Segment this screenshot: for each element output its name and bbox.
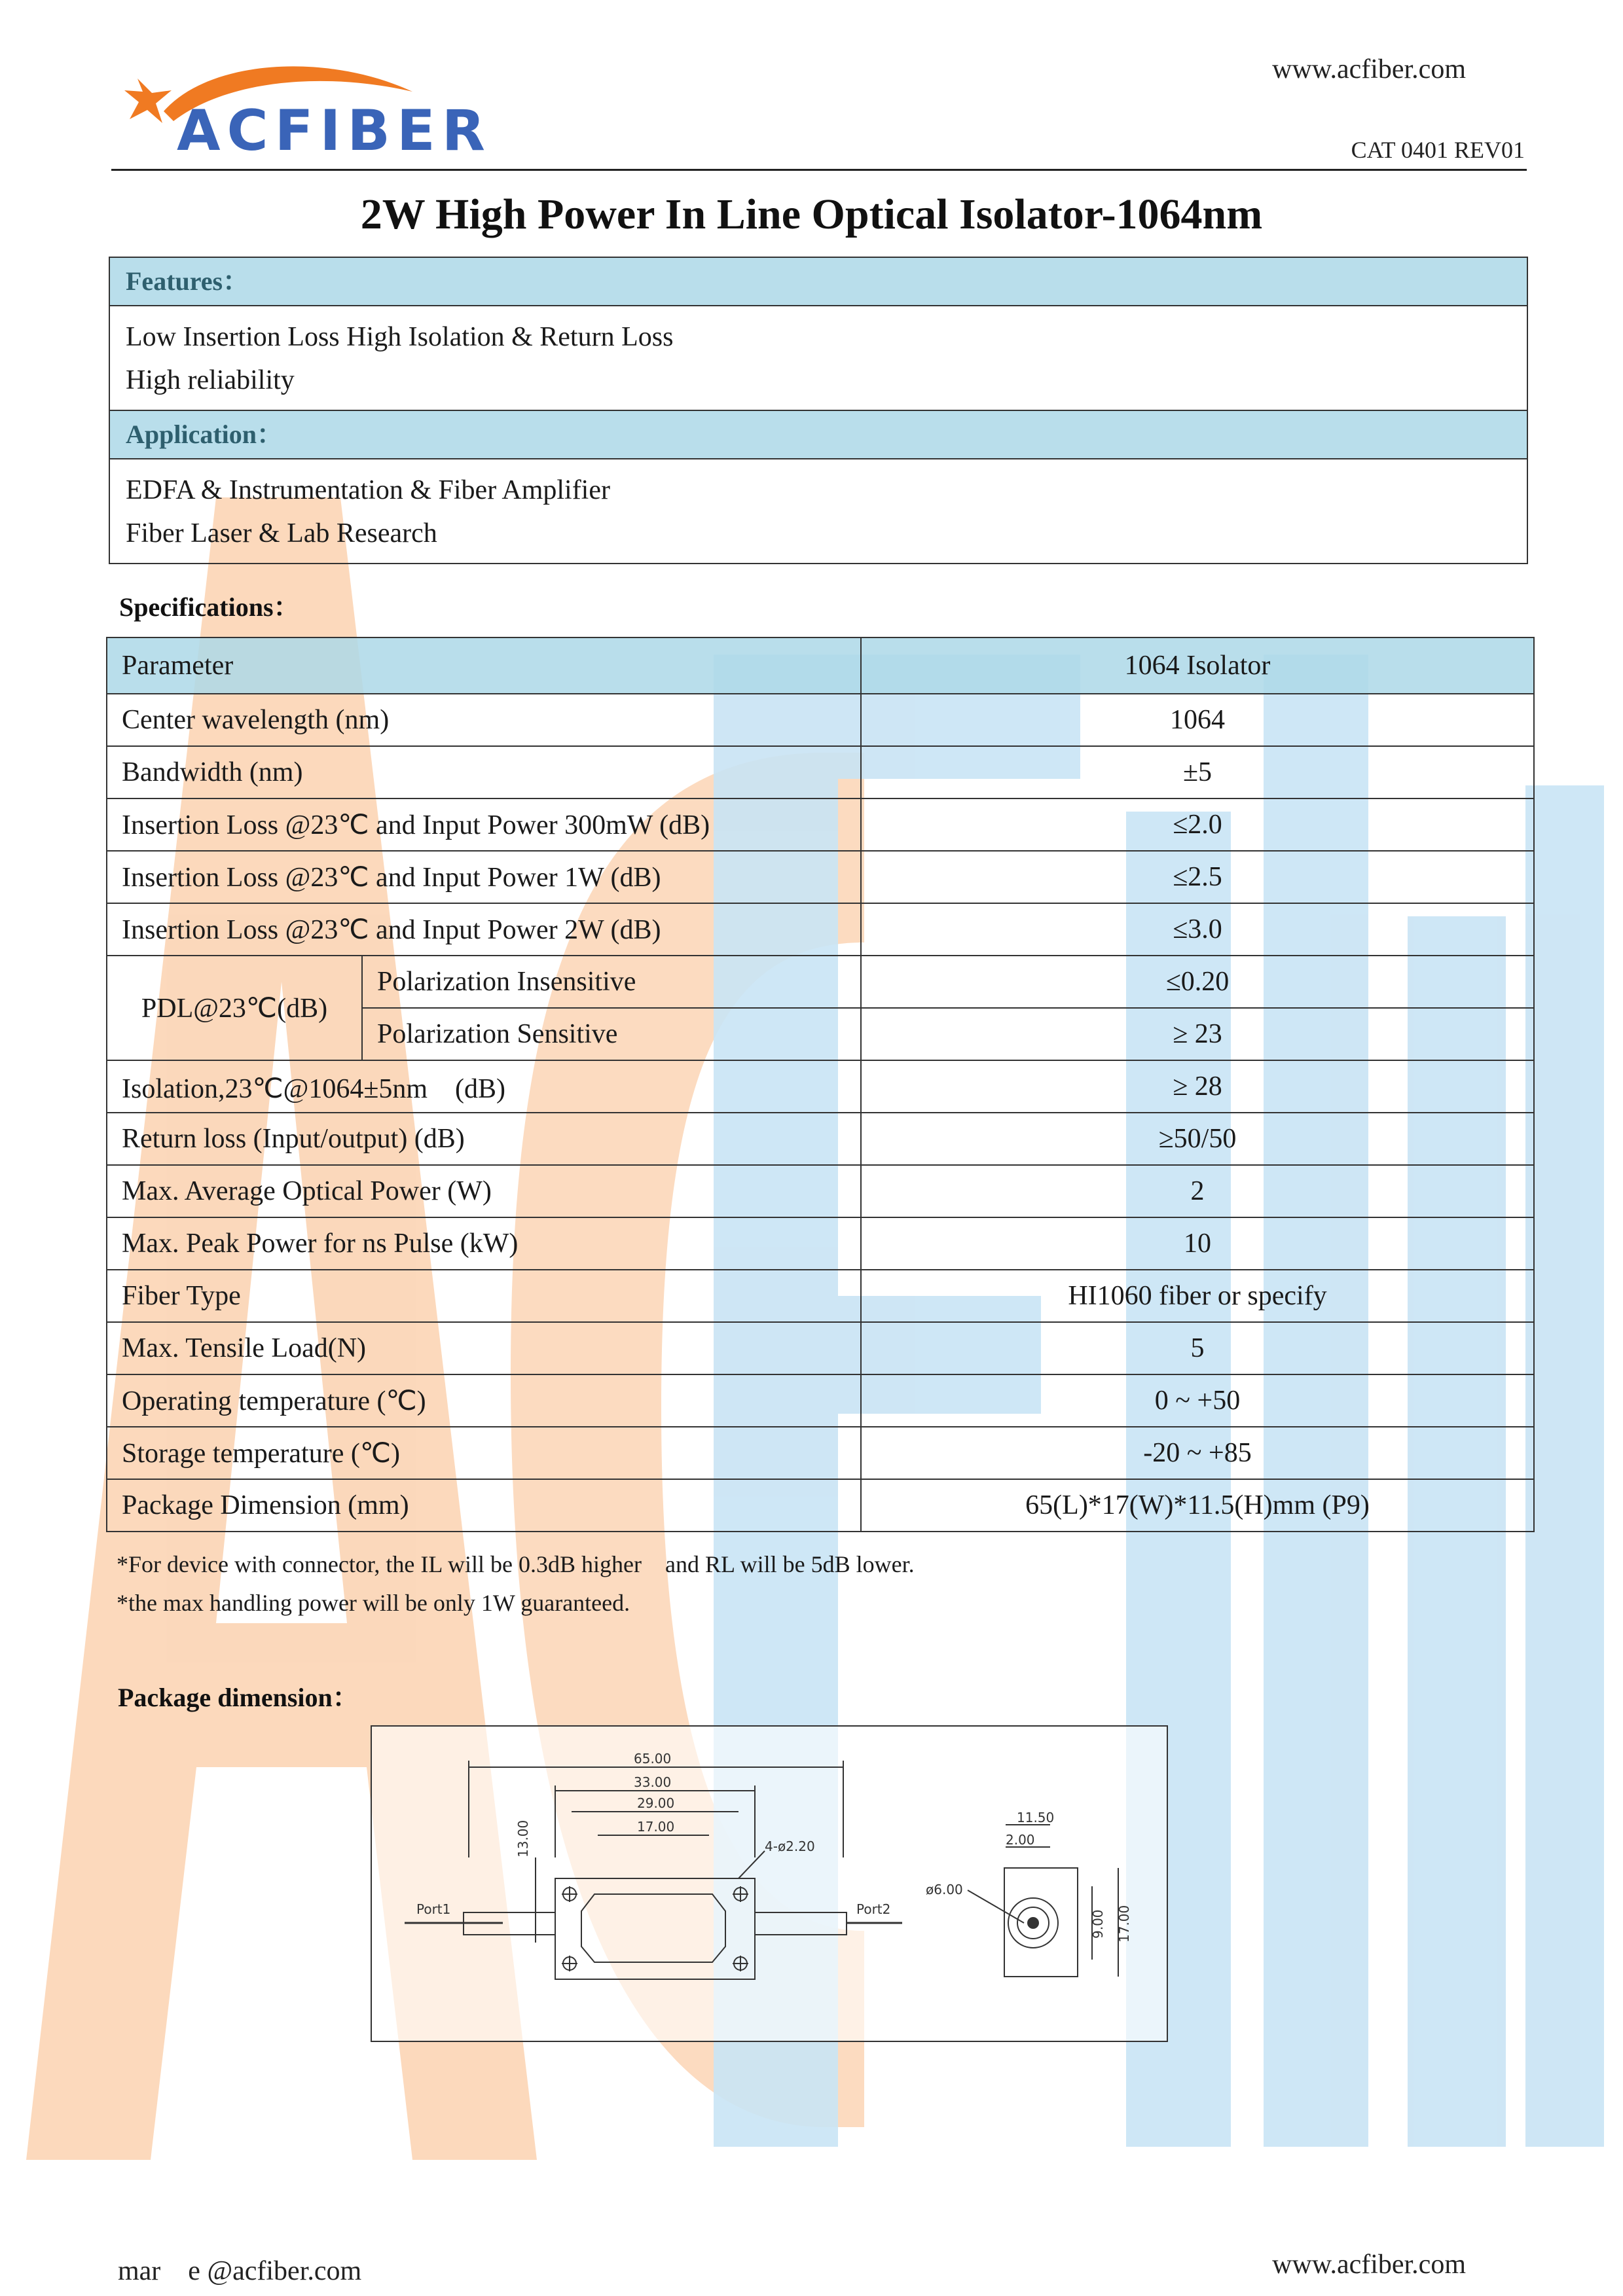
value-cell: 10 — [861, 1217, 1534, 1270]
value-cell: 2 — [861, 1165, 1534, 1217]
side-view-core — [1028, 1918, 1038, 1928]
dimension-drawing — [372, 1727, 1167, 2041]
param-cell: Polarization Sensitive — [362, 1008, 861, 1060]
note-power: *the max handling power will be only 1W guaranteed. — [117, 1590, 630, 1616]
pdl-label-cell: PDL@23℃(dB) — [107, 956, 362, 1060]
value-cell: HI1060 fiber or specify — [861, 1270, 1534, 1322]
header-divider — [111, 169, 1527, 171]
page-title: 2W High Power In Line Optical Isolator-1064nm — [360, 190, 1263, 238]
table-row — [107, 1165, 1534, 1217]
dim-height: 13.00 — [515, 1820, 531, 1857]
specifications-table — [106, 637, 1535, 1532]
param-cell: Max. Tensile Load(N) — [107, 1322, 861, 1374]
footer-website[interactable]: www.acfiber.com — [1272, 2250, 1466, 2280]
value-cell: ≤2.5 — [861, 851, 1534, 903]
features-application-box — [109, 257, 1528, 564]
dia-leader — [968, 1890, 1024, 1923]
param-cell: Max. Peak Power for ns Pulse (kW) — [107, 1217, 861, 1270]
port2-label: Port2 — [856, 1901, 891, 1917]
dim-side-200: 2.00 — [1006, 1832, 1035, 1848]
table-row — [107, 903, 1534, 956]
application-item: Fiber Laser & Lab Research — [126, 518, 437, 548]
param-cell: Insertion Loss @23℃ and Input Power 300mW (dB) — [107, 798, 861, 851]
dim-17: 17.00 — [637, 1819, 675, 1835]
param-cell: Insertion Loss @23℃ and Input Power 1W (dB) — [107, 851, 861, 903]
header-value: 1064 Isolator — [861, 637, 1534, 694]
table-row — [107, 694, 1534, 746]
param-cell: Polarization Insensitive — [362, 956, 861, 1008]
table-row — [107, 1270, 1534, 1322]
value-cell: ≤3.0 — [861, 903, 1534, 956]
logo-wordmark: ACFIBER — [177, 98, 492, 164]
param-cell: Center wavelength (nm) — [107, 694, 861, 746]
isolator-recess — [581, 1894, 725, 1962]
feature-item: High reliability — [126, 365, 295, 395]
specifications-heading: Specifications： — [119, 592, 300, 622]
table-row — [107, 1060, 1534, 1113]
param-cell: Package Dimension (mm) — [107, 1479, 861, 1532]
table-row — [107, 1113, 1534, 1165]
table-row — [107, 956, 1534, 1008]
param-cell: Max. Average Optical Power (W) — [107, 1165, 861, 1217]
port1-label: Port1 — [416, 1901, 451, 1917]
param-cell: Isolation,23℃@1064±5nm (dB) — [107, 1060, 861, 1113]
dim-29: 29.00 — [637, 1795, 675, 1811]
package-dimension-heading: Package dimension： — [118, 1683, 359, 1712]
table-header-row — [107, 637, 1534, 694]
fiber-boot-right — [755, 1912, 847, 1935]
value-cell: ≤2.0 — [861, 798, 1534, 851]
param-cell: Return loss (Input/output) (dB) — [107, 1113, 861, 1165]
application-heading: Application： — [110, 411, 1527, 459]
features-heading: Features： — [110, 258, 1527, 306]
dim-side-1150: 11.50 — [1017, 1810, 1055, 1825]
application-list — [110, 459, 1527, 563]
acfiber-logo — [111, 52, 492, 164]
table-row — [107, 1217, 1534, 1270]
table-row — [107, 1374, 1534, 1427]
table-row — [107, 1322, 1534, 1374]
table-row — [107, 746, 1534, 798]
param-cell: Insertion Loss @23℃ and Input Power 2W (dB) — [107, 903, 861, 956]
footer-email[interactable]: mar e @acfiber.com — [118, 2256, 362, 2286]
value-cell: 1064 — [861, 694, 1534, 746]
value-cell: ±5 — [861, 746, 1534, 798]
header-parameter: Parameter — [107, 637, 861, 694]
value-cell: 65(L)*17(W)*11.5(H)mm (P9) — [861, 1479, 1534, 1532]
table-row — [107, 1479, 1534, 1532]
dim-33: 33.00 — [634, 1774, 672, 1790]
dim-side-900: 9.00 — [1090, 1909, 1106, 1939]
param-cell: Operating temperature (℃) — [107, 1374, 861, 1427]
holes-leader — [739, 1851, 765, 1878]
package-drawing — [371, 1725, 1168, 2042]
dim-side-dia: ø6.00 — [926, 1882, 963, 1897]
param-cell: Bandwidth (nm) — [107, 746, 861, 798]
value-cell: ≥ 28 — [861, 1060, 1534, 1113]
table-row — [107, 1427, 1534, 1479]
value-cell: 5 — [861, 1322, 1534, 1374]
note-connector: *For device with connector, the IL will be 0.3dB higher and RL will be 5dB lower. — [117, 1551, 915, 1577]
application-item: EDFA & Instrumentation & Fiber Amplifier — [126, 475, 610, 505]
dim-overall: 65.00 — [634, 1751, 672, 1767]
features-list — [110, 306, 1527, 411]
value-cell: 0 ~ +50 — [861, 1374, 1534, 1427]
header-website[interactable]: www.acfiber.com — [1272, 54, 1466, 84]
dim-side-1700: 17.00 — [1116, 1905, 1132, 1943]
dim-holes: 4-ø2.20 — [765, 1839, 815, 1854]
value-cell: ≥ 23 — [861, 1008, 1534, 1060]
value-cell: -20 ~ +85 — [861, 1427, 1534, 1479]
value-cell: ≤0.20 — [861, 956, 1534, 1008]
table-row — [107, 851, 1534, 903]
param-cell: Storage temperature (℃) — [107, 1427, 861, 1479]
param-cell: Fiber Type — [107, 1270, 861, 1322]
value-cell: ≥50/50 — [861, 1113, 1534, 1165]
catalog-code: CAT 0401 REV01 — [1351, 137, 1525, 163]
feature-item: Low Insertion Loss High Isolation & Return Loss — [126, 322, 674, 352]
table-row — [107, 798, 1534, 851]
side-view-body — [1004, 1868, 1078, 1977]
mounting-hole-icons — [562, 1886, 748, 1971]
